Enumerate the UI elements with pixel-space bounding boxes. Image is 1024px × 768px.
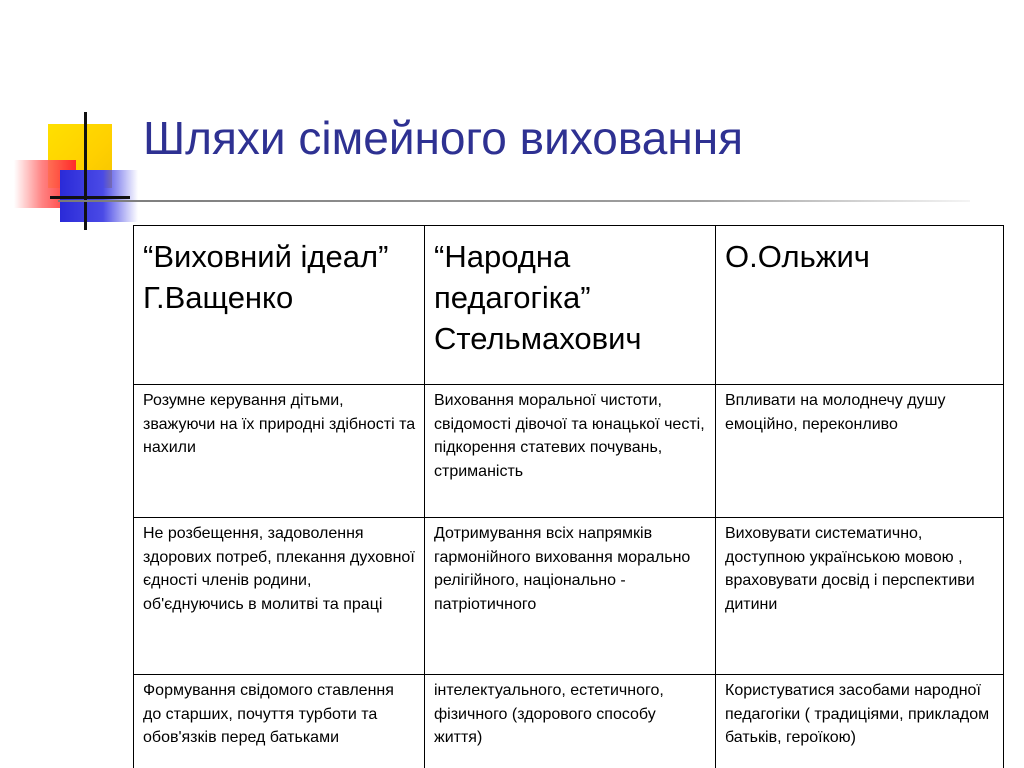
title-underline <box>58 200 970 202</box>
table-cell: Не розбещення, задоволення здорових потреб, плекання духовної єдності членів родини, об'єднуючись в молитві та праці <box>134 518 425 675</box>
table-cell: інтелектуального, естетичного, фізичного (здорового способу життя) <box>425 675 716 768</box>
table-cell: Формування свідомого ставлення до старших, почуття турботи та обов'язків перед батьками <box>134 675 425 768</box>
pedagogy-table <box>133 225 1004 768</box>
slide-title: Шляхи сімейного виховання <box>143 112 744 164</box>
table-cell: Розумне керування дітьми, зважуючи на їх природні здібності та нахили <box>134 385 425 518</box>
table-cell: Дотримування всіх напрямків гармонійного виховання морально релігійного, національно - патріотичного <box>425 518 716 675</box>
table-cell: Виховувати систематично, доступною українською мовою , враховувати досвід і перспективи дитини <box>716 518 1004 675</box>
header-cell-olzhych: О.Ольжич <box>716 226 1004 385</box>
header-cell-vashchenko: “Виховний ідеал” Г.Ващенко <box>134 226 425 385</box>
header-cell-stelmakhovych: “Народна педагогіка” Стельмахович <box>425 226 716 385</box>
table-row <box>134 675 1004 768</box>
table-cell: Користуватися засобами народної педагогіки ( традиціями, прикладом батьків, героїкою) <box>716 675 1004 768</box>
table-cell: Впливати на молоднечу душу емоційно, переконливо <box>716 385 1004 518</box>
table-header-row <box>134 226 1004 385</box>
table-cell: Виховання моральної чистоти, свідомості дівочої та юнацької честі, підкорення статевих почувань, стриманість <box>425 385 716 518</box>
table-row <box>134 385 1004 518</box>
table-row <box>134 518 1004 675</box>
logo-horizontal-line <box>50 196 130 199</box>
logo-vertical-line <box>84 112 87 230</box>
